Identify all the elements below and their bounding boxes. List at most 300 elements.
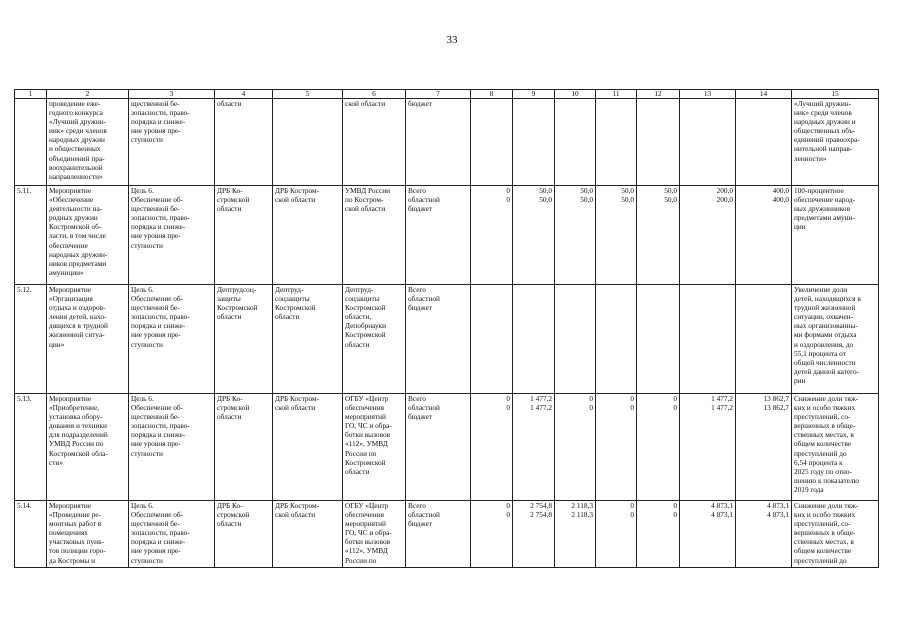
co-executor-cell xyxy=(343,394,406,501)
cell-text-line: ДРБ Костром- xyxy=(275,501,320,510)
cell-text-line: 0 xyxy=(630,394,634,403)
header-cell: 5 xyxy=(273,90,343,99)
value-cell xyxy=(596,394,637,501)
cell-text-line: Дептруд- xyxy=(275,285,304,294)
cell-text-line: жизненной ситуа- xyxy=(49,330,105,340)
cell-text-line: 2 754,8 xyxy=(530,510,552,520)
header-cell: 12 xyxy=(637,90,680,99)
cell-text-line: ние уровня пре- xyxy=(131,546,181,556)
cell-text-line: порядка и сниже- xyxy=(131,537,186,547)
page-number: 33 xyxy=(446,34,458,46)
cell-text-line: и общественных xyxy=(49,144,101,154)
cell-text-line: ской области xyxy=(275,195,316,205)
cell-text-line: областной xyxy=(408,195,440,205)
cell-text-line: зопасности, право- xyxy=(131,312,190,322)
cell-text-line: Костромской xyxy=(345,457,386,467)
cell-text-line: ДРБ Ко- xyxy=(217,394,243,403)
value-cell xyxy=(471,99,513,186)
header-cell: 15 xyxy=(792,90,879,99)
cell-text-line: деятельности на- xyxy=(49,204,103,214)
value-cell xyxy=(471,501,513,568)
cell-text-line: порядка и сниже- xyxy=(131,321,186,331)
cell-text-line: обеспечение народ- xyxy=(794,195,856,205)
value-cell xyxy=(680,99,736,186)
cell-text-line: 0 xyxy=(673,403,677,413)
cell-text-line: щественной бе- xyxy=(131,99,180,108)
value-cell xyxy=(637,501,680,568)
activity-name-cell xyxy=(47,501,129,568)
cell-text-line: участковых пунк- xyxy=(49,537,105,547)
cell-text-line: порядка и сниже- xyxy=(131,117,186,127)
cell-text-line: бюджет xyxy=(408,204,432,214)
cell-text-line: бюджет xyxy=(408,519,432,529)
responsible-executor-cell xyxy=(215,186,273,285)
cell-text-line: амуниции» xyxy=(49,267,84,277)
cell-text-line: отдыха и оздоров- xyxy=(49,303,106,313)
header-cell: 13 xyxy=(680,90,736,99)
cell-text-line: ления детей, нахо- xyxy=(49,312,107,322)
cell-text-line: Мероприятие xyxy=(49,501,92,510)
cell-text-line: соцзащиты xyxy=(345,294,380,304)
cell-text-line: ние уровня пре- xyxy=(131,126,181,136)
goal-cell xyxy=(129,285,215,394)
cell-text-line: 2 118,3 xyxy=(571,510,593,520)
cell-text-line: 1 477,2 xyxy=(530,394,552,403)
value-cell xyxy=(471,394,513,501)
cell-text-line: Дептрудсоц- xyxy=(217,285,257,294)
goal-cell xyxy=(129,394,215,501)
cell-text-line: ние уровня пре- xyxy=(131,439,181,449)
cell-text-line: Цель 6. xyxy=(131,501,154,510)
value-cell xyxy=(680,285,736,394)
table-row xyxy=(15,394,879,501)
cell-text-line: «112», УМВД xyxy=(345,546,388,556)
cell-text-line: преступлений до xyxy=(794,448,847,458)
cell-text-line: 0 xyxy=(589,403,593,413)
cell-text-line: 1 477,2 xyxy=(711,394,733,403)
cell-text-line: Депобрнауки xyxy=(345,321,387,331)
header-row xyxy=(15,90,879,99)
cell-text-line: Цель 6. xyxy=(131,186,154,195)
cell-text-line: 0 xyxy=(673,510,677,520)
cell-text-line: области xyxy=(275,312,300,322)
value-cell xyxy=(680,186,736,285)
cell-text-line: 100-процентное xyxy=(794,186,844,195)
cell-text-line: ГО, ЧС и обра- xyxy=(345,528,392,538)
cell-text-line: ступности xyxy=(131,135,163,145)
cell-text-line: УМВД России по xyxy=(49,439,104,449)
cell-text-line: щественной бе- xyxy=(131,412,180,422)
responsible-executor-cell xyxy=(215,501,273,568)
cell-text-line: 0 xyxy=(673,394,677,403)
cell-text-line: ступности xyxy=(131,240,163,250)
cell-text-line: Цель 6. xyxy=(131,394,154,403)
cell-text-line: ник» среди членов xyxy=(49,126,107,136)
cell-text-line: Дептруд- xyxy=(345,285,374,294)
cell-text-line: для подразделений xyxy=(49,430,108,440)
cell-text-line: предметами амуни- xyxy=(794,213,855,223)
row-number-cell xyxy=(15,99,47,186)
value-cell xyxy=(513,501,555,568)
cell-text-line: «Лучший дружин- xyxy=(49,117,107,127)
cell-text-line: ГО, ЧС и обра- xyxy=(345,421,392,431)
value-cell xyxy=(680,394,736,501)
value-cell xyxy=(471,186,513,285)
cell-text-line: области xyxy=(217,312,242,322)
cell-text-line: 0 xyxy=(673,501,677,510)
co-executor-cell xyxy=(343,285,406,394)
cell-text-line: монтных работ в xyxy=(49,519,102,529)
cell-text-line: дования и техники xyxy=(49,421,107,431)
cell-text-line: преступлений до xyxy=(794,555,847,565)
value-cell xyxy=(596,99,637,186)
cell-text-line: щественной бе- xyxy=(131,204,180,214)
cell-text-line: ласти, в том числе xyxy=(49,231,106,241)
cell-text-line: нительной направ- xyxy=(794,144,853,154)
table-row xyxy=(15,99,879,186)
cell-text-line: мероприятий xyxy=(345,412,386,422)
cell-text-line: Мероприятие xyxy=(49,285,92,294)
table-row xyxy=(15,186,879,285)
cell-text-line: 0 xyxy=(506,195,510,205)
value-cell xyxy=(555,186,596,285)
cell-text-line: областной xyxy=(408,294,440,304)
cell-text-line: области xyxy=(217,99,242,108)
cell-text-line: шению к показателю xyxy=(794,475,859,485)
cell-text-line: воохранительной xyxy=(49,162,103,172)
value-cell xyxy=(555,285,596,394)
cell-text-line: ственных местах, в xyxy=(794,430,854,440)
funds-manager-cell xyxy=(273,99,343,186)
cell-text-line: народных дружин xyxy=(49,135,105,145)
cell-text-line: проведение еже- xyxy=(49,99,101,108)
cell-text-line: 50,0 xyxy=(621,195,634,205)
cell-text-line: 0 xyxy=(630,510,634,520)
table-row xyxy=(15,285,879,394)
cell-text-line: «112», УМВД xyxy=(345,439,388,449)
cell-text-line: 2 754,8 xyxy=(530,501,552,510)
table-row xyxy=(15,501,879,568)
cell-text-line: Костромской xyxy=(275,303,316,313)
cell-text-line: 400,0 xyxy=(772,195,789,205)
cell-text-line: Костромской xyxy=(345,330,386,340)
cell-text-line: ДРБ Ко- xyxy=(217,186,243,195)
cell-text-line: 50,0 xyxy=(664,186,677,195)
expected-result-cell xyxy=(792,394,879,501)
cell-text-line: ДРБ Ко- xyxy=(217,501,243,510)
cell-text-line: объединений пра- xyxy=(49,153,105,163)
cell-text-line: сти» xyxy=(49,457,63,467)
value-cell xyxy=(513,285,555,394)
cell-text-line: щественной бе- xyxy=(131,519,180,529)
value-cell xyxy=(471,285,513,394)
cell-text-line: 6,54 процента к xyxy=(794,457,843,467)
cell-text-line: 50,0 xyxy=(580,195,593,205)
funding-source-cell xyxy=(406,394,471,501)
value-cell xyxy=(637,186,680,285)
value-cell xyxy=(736,394,792,501)
cell-text-line: щественной бе- xyxy=(131,303,180,313)
cell-text-line: ников предметами xyxy=(49,258,107,268)
cell-text-line: Всего xyxy=(408,186,426,195)
cell-text-line: областной xyxy=(408,403,440,413)
row-number-cell: 5.14. xyxy=(15,501,47,568)
cell-text-line: помещениях xyxy=(49,528,88,538)
cell-text-line: и оздоровления, до xyxy=(794,339,854,349)
value-cell xyxy=(637,285,680,394)
value-cell xyxy=(596,285,637,394)
value-cell xyxy=(513,186,555,285)
cell-text-line: «Лучший дружин- xyxy=(794,99,852,108)
value-cell xyxy=(555,99,596,186)
cell-text-line: 4 873,1 xyxy=(711,501,733,510)
cell-text-line: 50,0 xyxy=(539,186,552,195)
cell-text-line: ской области xyxy=(275,510,316,520)
cell-text-line: ской области xyxy=(275,403,316,413)
table-body xyxy=(15,99,879,568)
funding-source-cell xyxy=(406,186,471,285)
cell-text-line: Обеспечение об- xyxy=(131,195,184,205)
cell-text-line: «Проведение ре- xyxy=(49,510,101,520)
header-cell: 1 xyxy=(15,90,47,99)
value-cell xyxy=(680,501,736,568)
cell-text-line: ции xyxy=(794,222,806,232)
cell-text-line: 0 xyxy=(506,403,510,413)
header-cell: 10 xyxy=(555,90,596,99)
cell-text-line: ОГБУ «Центр xyxy=(345,501,389,510)
cell-text-line: общей численности xyxy=(794,357,856,367)
cell-text-line: стромской xyxy=(217,195,250,205)
cell-text-line: рии xyxy=(794,375,806,385)
responsible-executor-cell xyxy=(215,99,273,186)
cell-text-line: 50,0 xyxy=(664,195,677,205)
header-cell: 4 xyxy=(215,90,273,99)
co-executor-cell xyxy=(343,501,406,568)
activity-name-cell xyxy=(47,186,129,285)
cell-text-line: 4 873,1 xyxy=(767,501,789,510)
header-cell: 9 xyxy=(513,90,555,99)
cell-text-line: области xyxy=(217,412,242,422)
funds-manager-cell xyxy=(273,394,343,501)
cell-text-line: годного конкурса xyxy=(49,108,103,118)
cell-text-line: 2 118,3 xyxy=(571,501,593,510)
cell-text-line: по Костром- xyxy=(345,195,384,205)
cell-text-line: 4 873,1 xyxy=(711,510,733,520)
cell-text-line: ных дружинников xyxy=(794,204,851,214)
expected-result-cell xyxy=(792,285,879,394)
cell-text-line: зопасности, право- xyxy=(131,528,190,538)
cell-text-line: ступности xyxy=(131,448,163,458)
cell-text-line: 0 xyxy=(589,394,593,403)
cell-text-line: обеспечение xyxy=(49,240,88,250)
cell-text-line: единений правоохра- xyxy=(794,135,860,145)
cell-text-line: Костромской об- xyxy=(49,222,102,232)
cell-text-line: ДРБ Костром- xyxy=(275,394,320,403)
cell-text-line: Обеспечение об- xyxy=(131,403,184,413)
value-cell xyxy=(596,501,637,568)
cell-text-line: ботки вызовов xyxy=(345,537,391,547)
cell-text-line: общем количестве xyxy=(794,439,852,449)
cell-text-line: бюджет xyxy=(408,303,432,313)
row-number-cell: 5.12. xyxy=(15,285,47,394)
cell-text-line: зопасности, право- xyxy=(131,108,190,118)
cell-text-line: зопасности, право- xyxy=(131,421,190,431)
funds-manager-cell xyxy=(273,186,343,285)
cell-text-line: ступности xyxy=(131,339,163,349)
cell-text-line: области xyxy=(217,519,242,529)
cell-text-line: защиты xyxy=(217,294,241,304)
cell-text-line: ственных местах, в xyxy=(794,537,854,547)
cell-text-line: бюджет xyxy=(408,412,432,422)
cell-text-line: ской области xyxy=(345,204,386,214)
cell-text-line: 13 862,7 xyxy=(763,403,789,413)
cell-text-line: зопасности, право- xyxy=(131,213,190,223)
cell-text-line: народных дружин- xyxy=(49,249,108,259)
cell-text-line: России по xyxy=(345,448,377,458)
responsible-executor-cell xyxy=(215,285,273,394)
goal-cell xyxy=(129,99,215,186)
activity-name-cell xyxy=(47,285,129,394)
funds-manager-cell xyxy=(273,501,343,568)
cell-text-line: порядка и сниже- xyxy=(131,222,186,232)
cell-text-line: 2025 году по отно- xyxy=(794,466,852,476)
cell-text-line: порядка и сниже- xyxy=(131,430,186,440)
value-cell xyxy=(736,285,792,394)
cell-text-line: Всего xyxy=(408,501,426,510)
cell-text-line: «Организация xyxy=(49,294,93,304)
value-cell xyxy=(555,394,596,501)
cell-text-line: 50,0 xyxy=(580,186,593,195)
cell-text-line: областной xyxy=(408,510,440,520)
cell-text-line: да Костромы и xyxy=(49,555,96,565)
value-cell xyxy=(637,394,680,501)
cell-text-line: УМВД России xyxy=(345,186,391,195)
cell-text-line: народных дружин и xyxy=(794,117,856,127)
cell-text-line: трудной жизненной xyxy=(794,303,856,313)
row-number-cell: 5.13. xyxy=(15,394,47,501)
cell-text-line: 50,0 xyxy=(621,186,634,195)
cell-text-line: тов полиции горо- xyxy=(49,546,106,556)
cell-text-line: 200,0 xyxy=(716,186,733,195)
cell-text-line: дящихся в трудной xyxy=(49,321,108,331)
cell-text-line: ботки вызовов xyxy=(345,430,391,440)
cell-text-line: области xyxy=(345,466,370,476)
cell-text-line: ми формами отдыха xyxy=(794,330,857,340)
funding-source-cell xyxy=(406,99,471,186)
cell-text-line: Обеспечение об- xyxy=(131,294,184,304)
cell-text-line: 200,0 xyxy=(716,195,733,205)
cell-text-line: 400,0 xyxy=(772,186,789,195)
cell-text-line: «Приобретение, xyxy=(49,403,100,413)
cell-text-line: Всего xyxy=(408,394,426,403)
cell-text-line: установка обору- xyxy=(49,412,103,422)
cell-text-line: 0 xyxy=(506,501,510,510)
cell-text-line: стромской xyxy=(217,403,250,413)
cell-text-line: 0 xyxy=(506,394,510,403)
value-cell xyxy=(513,99,555,186)
value-cell xyxy=(555,501,596,568)
cell-text-line: мероприятий xyxy=(345,519,386,529)
cell-text-line: ситуации, охвачен- xyxy=(794,312,854,322)
funding-source-cell xyxy=(406,501,471,568)
cell-text-line: области xyxy=(217,204,242,214)
cell-text-line: вершенных в обще- xyxy=(794,528,856,538)
value-cell xyxy=(736,186,792,285)
cell-text-line: области xyxy=(345,339,370,349)
expected-result-cell xyxy=(792,186,879,285)
cell-text-line: Снижение доли тяж- xyxy=(794,501,859,510)
row-number-cell: 5.11. xyxy=(15,186,47,285)
cell-text-line: ской области xyxy=(345,99,386,108)
cell-text-line: Цель 6. xyxy=(131,285,154,294)
cell-text-line: ких и особо тяжких xyxy=(794,510,856,520)
cell-text-line: ступности xyxy=(131,555,163,565)
co-executor-cell xyxy=(343,186,406,285)
cell-text-line: 50,0 xyxy=(539,195,552,205)
cell-text-line: Мероприятие xyxy=(49,394,92,403)
cell-text-line: Костромской обла- xyxy=(49,448,108,458)
cell-text-line: России по xyxy=(345,555,377,565)
cell-text-line: обеспечения xyxy=(345,403,384,413)
program-activities-table xyxy=(14,89,879,568)
cell-text-line: преступлений, со- xyxy=(794,519,851,529)
cell-text-line: родных дружин xyxy=(49,213,98,223)
cell-text-line: 0 xyxy=(506,510,510,520)
cell-text-line: преступлений, со- xyxy=(794,412,851,422)
cell-text-line: 13 862,7 xyxy=(763,394,789,403)
value-cell xyxy=(736,501,792,568)
header-cell: 6 xyxy=(343,90,406,99)
cell-text-line: Мероприятие xyxy=(49,186,92,195)
cell-text-line: Всего xyxy=(408,285,426,294)
cell-text-line: ник» среди членов xyxy=(794,108,852,118)
cell-text-line: 1 477,2 xyxy=(530,403,552,413)
cell-text-line: Увеличение доли xyxy=(794,285,848,294)
goal-cell xyxy=(129,501,215,568)
cell-text-line: 4 873,1 xyxy=(767,510,789,520)
funds-manager-cell xyxy=(273,285,343,394)
cell-text-line: ленности» xyxy=(794,153,827,163)
cell-text-line: ОГБУ «Центр xyxy=(345,394,389,403)
cell-text-line: общественных объ- xyxy=(794,126,856,136)
cell-text-line: 0 xyxy=(506,186,510,195)
funding-source-cell xyxy=(406,285,471,394)
activity-name-cell xyxy=(47,394,129,501)
expected-result-cell xyxy=(792,99,879,186)
header-cell: 11 xyxy=(596,90,637,99)
cell-text-line: направленности» xyxy=(49,171,103,181)
cell-text-line: Костромской xyxy=(217,303,258,313)
value-cell xyxy=(513,394,555,501)
cell-text-line: ных организованны- xyxy=(794,321,858,331)
value-cell xyxy=(736,99,792,186)
cell-text-line: ние уровня пре- xyxy=(131,330,181,340)
cell-text-line: соцзащиты xyxy=(275,294,310,304)
cell-text-line: 0 xyxy=(630,403,634,413)
cell-text-line: детей, находящихся в xyxy=(794,294,861,304)
header-cell: 14 xyxy=(736,90,792,99)
cell-text-line: детей данной катего- xyxy=(794,366,860,376)
header-cell: 3 xyxy=(129,90,215,99)
cell-text-line: ДРБ Костром- xyxy=(275,186,320,195)
cell-text-line: вершенных в обще- xyxy=(794,421,856,431)
cell-text-line: Костромской xyxy=(345,303,386,313)
cell-text-line: стромской xyxy=(217,510,250,520)
cell-text-line: области, xyxy=(345,312,372,322)
cell-text-line: ние уровня пре- xyxy=(131,231,181,241)
header-cell: 7 xyxy=(406,90,471,99)
activity-name-cell xyxy=(47,99,129,186)
